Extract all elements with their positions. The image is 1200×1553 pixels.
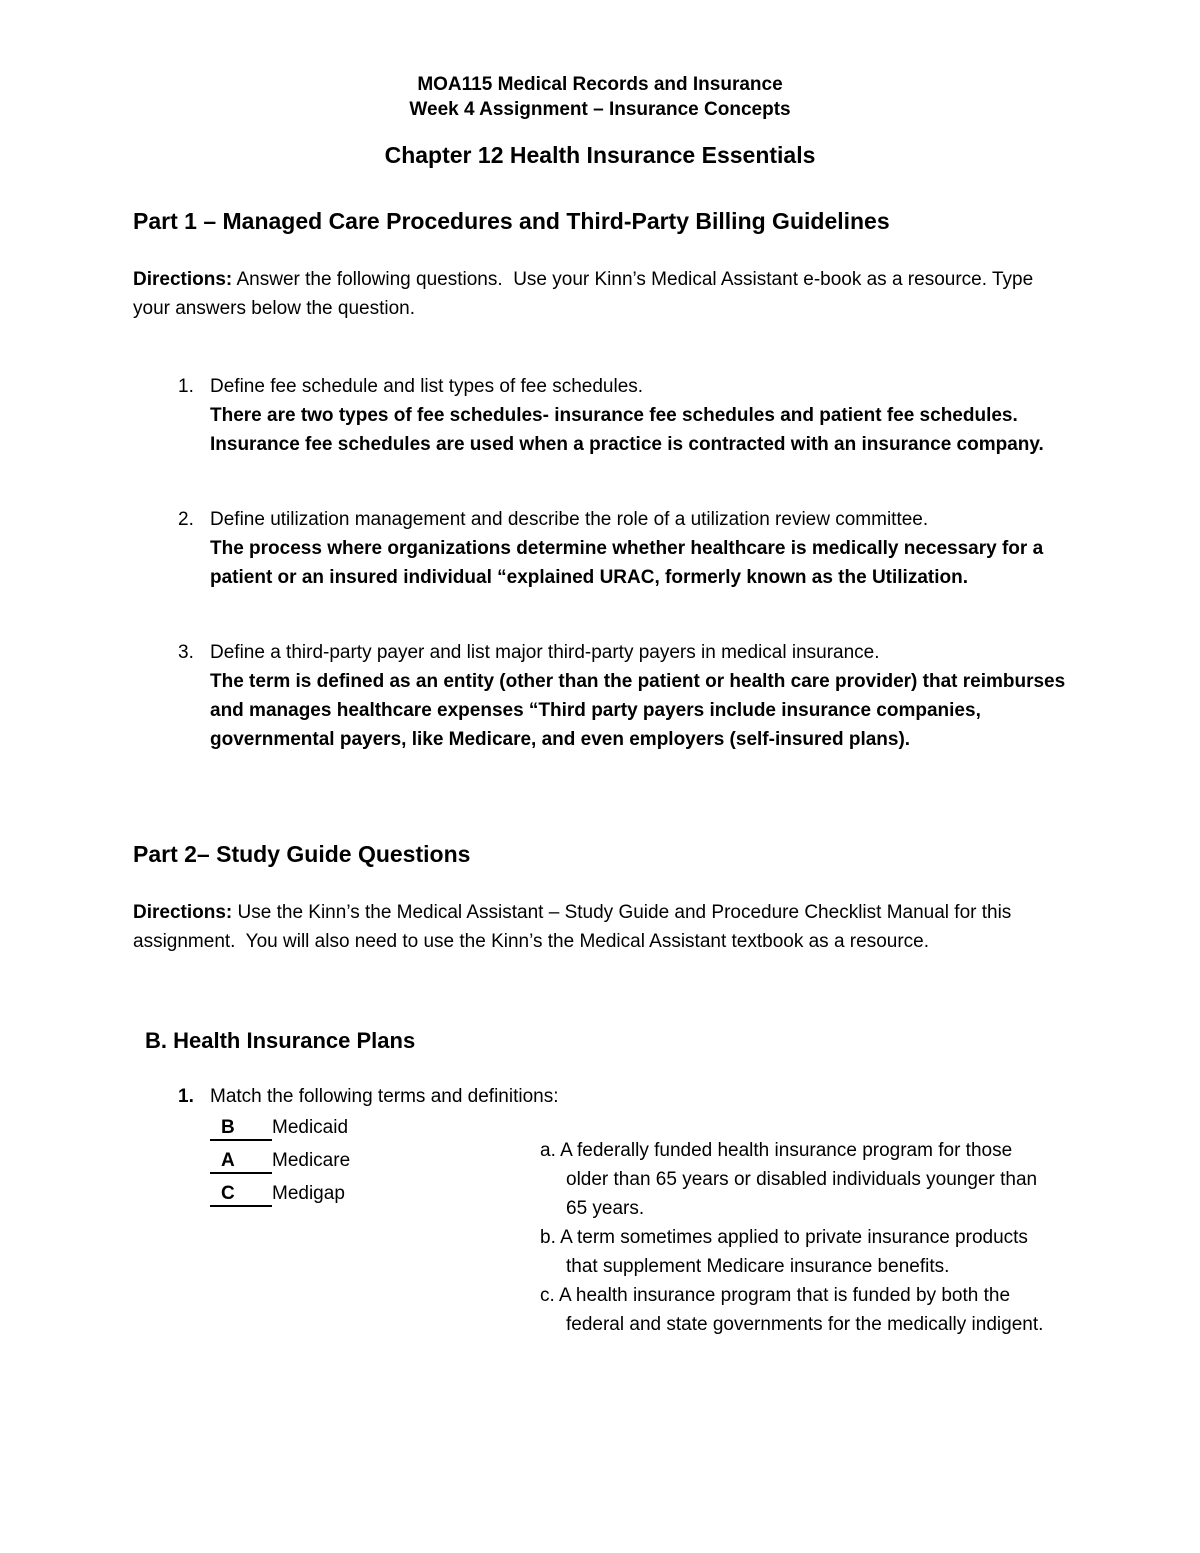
definition-c-text: A health insurance program that is funded by both the federal and state governments for the medically indigent.: [559, 1285, 1044, 1335]
definition-c-letter: c.: [540, 1285, 555, 1306]
definition-b-letter: b.: [540, 1227, 556, 1248]
part2-directions-body: Use the Kinn’s the Medical Assistant – Study Guide and Procedure Checklist Manual for this assignment. You will also need to use the Kinn’s the Medical Assistant textbook as a resource.: [133, 902, 1017, 952]
definition-a-text: A federally funded health insurance program for those older than 65 years or disabled individuals younger than 65 years.: [560, 1140, 1038, 1219]
match-term-medigap: Medigap: [272, 1183, 345, 1204]
question-2-text: Define utilization management and describe the role of a utilization review committee.: [210, 509, 929, 530]
match-terms-column: [210, 1117, 540, 1339]
part1-heading: Part 1 – Managed Care Procedures and Third-Party Billing Guidelines: [133, 208, 890, 234]
part2-directions-label: Directions:: [133, 902, 233, 923]
definition-a: [540, 1136, 1045, 1223]
part1-directions: [133, 265, 1067, 323]
answer-1-text: There are two types of fee schedules- insurance fee schedules and patient fee schedules. Insurance fee schedules are used when a practice is contracted with an insurance company.: [210, 405, 1044, 455]
definition-c: [540, 1281, 1045, 1339]
section-b-heading: B. Health Insurance Plans: [145, 1028, 416, 1053]
definition-b: [540, 1223, 1045, 1281]
match-question-number: 1.: [178, 1086, 194, 1107]
part1-directions-label: Directions:: [133, 269, 233, 290]
match-answer-blank-medigap: C: [210, 1183, 272, 1207]
match-answer-blank-medicaid: B: [210, 1117, 272, 1141]
assignment-title: Week 4 Assignment – Insurance Concepts: [409, 99, 791, 120]
answer-3-text: The term is defined as an entity (other than the patient or health care provider) that reimburses and manages healthcare expenses “Third party payers include insurance companies, governmental payers, like Medicare, and even employers (self-insured plans).: [210, 671, 1071, 750]
course-title: MOA115 Medical Records and Insurance: [417, 74, 783, 95]
match-term-medicaid: Medicaid: [272, 1117, 349, 1138]
question-item-3: [178, 638, 1071, 754]
definitions-column: [540, 1117, 1045, 1339]
answer-2-text: The process where organizations determine whether healthcare is medically necessary for a patient or an insured individual “explained URAC, formerly known as the Utilization.: [210, 538, 1049, 588]
part1-directions-body: Answer the following questions. Use your Kinn’s Medical Assistant e-book as a resource. Type your answers below the question.: [133, 269, 1039, 319]
match-row-medigap: [210, 1183, 540, 1207]
matching-columns: [210, 1117, 1067, 1339]
chapter-title: Chapter 12 Health Insurance Essentials: [384, 142, 816, 168]
definition-a-letter: a.: [540, 1140, 556, 1161]
match-term-medicare: Medicare: [272, 1150, 351, 1171]
question-item-1: [178, 372, 1067, 459]
match-answer-blank-medicare: A: [210, 1150, 272, 1174]
question-3-number: 3.: [178, 642, 194, 663]
definition-b-text: A term sometimes applied to private insurance products that supplement Medicare insurance benefits.: [560, 1227, 1028, 1277]
question-1-text: Define fee schedule and list types of fee schedules.: [210, 376, 644, 397]
part1-question-list: [133, 372, 1071, 754]
match-question-text: Match the following terms and definitions:: [210, 1086, 559, 1107]
part2-directions: [133, 898, 1067, 956]
question-1-number: 1.: [178, 376, 194, 397]
match-row-medicare: [210, 1150, 540, 1174]
part2-heading: Part 2– Study Guide Questions: [133, 841, 471, 867]
question-item-2: [178, 505, 1067, 592]
question-2-number: 2.: [178, 509, 194, 530]
match-row-medicaid: [210, 1117, 540, 1141]
match-question: [178, 1082, 1067, 1111]
question-3-text: Define a third-party payer and list major third-party payers in medical insurance.: [210, 642, 880, 663]
